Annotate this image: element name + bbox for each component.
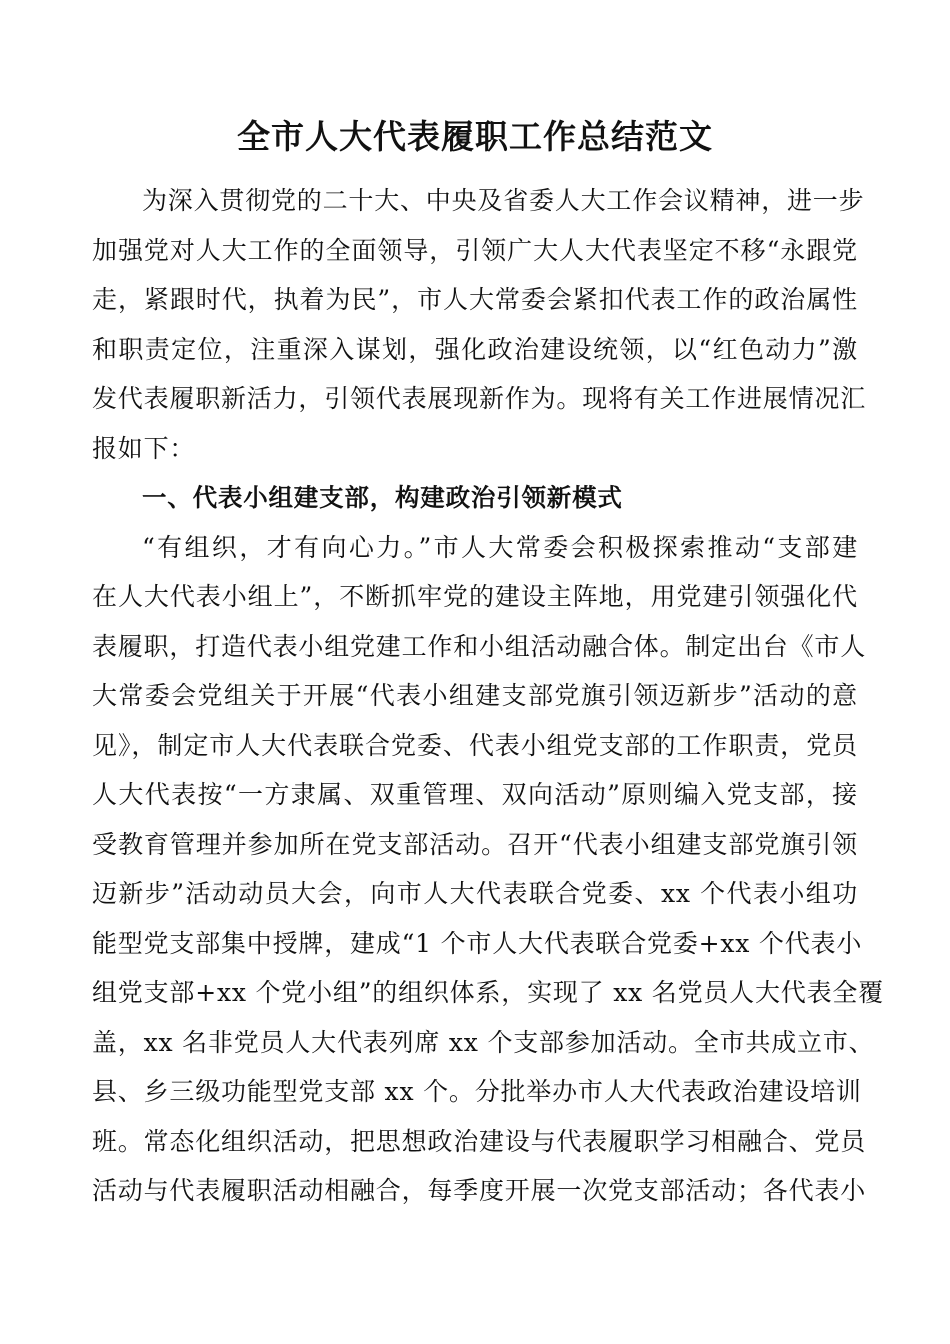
paragraph-line: 见》，制定市人大代表联合党委、代表小组党支部的工作职责，党员: [92, 730, 858, 760]
paragraph-line: 加强党对人大工作的全面领导，引领广大人大代表坚定不移“永跟党: [92, 235, 858, 265]
paragraph-line: 活动与代表履职活动相融合，每季度开展一次党支部活动；各代表小: [92, 1176, 867, 1205]
section-heading: 一、代表小组建支部，构建政治引领新模式: [142, 483, 623, 512]
document-body: [92, 176, 884, 1216]
paragraph-line: 能型党支部集中授牌，建成“1 个市人大代表联合党委+xx 个代表小: [92, 928, 863, 958]
paragraph-line: 县、乡三级功能型党支部 xx 个。分批举办市人大代表政治建设培训: [92, 1077, 862, 1106]
paragraph-line: 报如下：: [92, 433, 196, 463]
paragraph-line: 表履职，打造代表小组党建工作和小组活动融合体。制定出台《市人: [92, 631, 867, 661]
paragraph-line: 和职责定位，注重深入谋划，强化政治建设统领，以“红色动力”激: [92, 334, 858, 364]
paragraph-line: 组党支部+xx 个党小组”的组织体系，实现了 xx 名党员人大代表全覆: [92, 978, 884, 1007]
paragraph-line: 发代表履职新活力，引领代表展现新作为。现将有关工作进展情况汇: [92, 384, 867, 413]
paragraph-line: 盖，xx 名非党员人大代表列席 xx 个支部参加活动。全市共成立市、: [92, 1027, 875, 1057]
paragraph-line: 迈新步”活动动员大会，向市人大代表联合党委、xx 个代表小组功: [92, 879, 858, 908]
paragraph-line: 人大代表按“一方隶属、双重管理、双向活动”原则编入党支部，接: [92, 780, 858, 809]
paragraph-line: 走，紧跟时代，执着为民”，市人大常委会紧扣代表工作的政治属性: [92, 285, 858, 314]
paragraph-line: 在人大代表小组上”，不断抓牢党的建设主阵地，用党建引领强化代: [92, 582, 858, 611]
paragraph-line: 为深入贯彻党的二十大、中央及省委人大工作会议精神，进一步: [142, 186, 865, 215]
paragraph-line: 受教育管理并参加所在党支部活动。召开“代表小组建支部党旗引领: [92, 829, 858, 859]
document-title: 全市人大代表履职工作总结范文: [237, 117, 713, 156]
paragraph-line: “有组织，才有向心力。”市人大常委会积极探索推动“支部建: [142, 532, 858, 562]
paragraph-line: 大常委会党组关于开展“代表小组建支部党旗引领迈新步”活动的意: [92, 681, 858, 710]
paragraph-line: 班。常态化组织活动，把思想政治建设与代表履职学习相融合、党员: [92, 1126, 867, 1156]
